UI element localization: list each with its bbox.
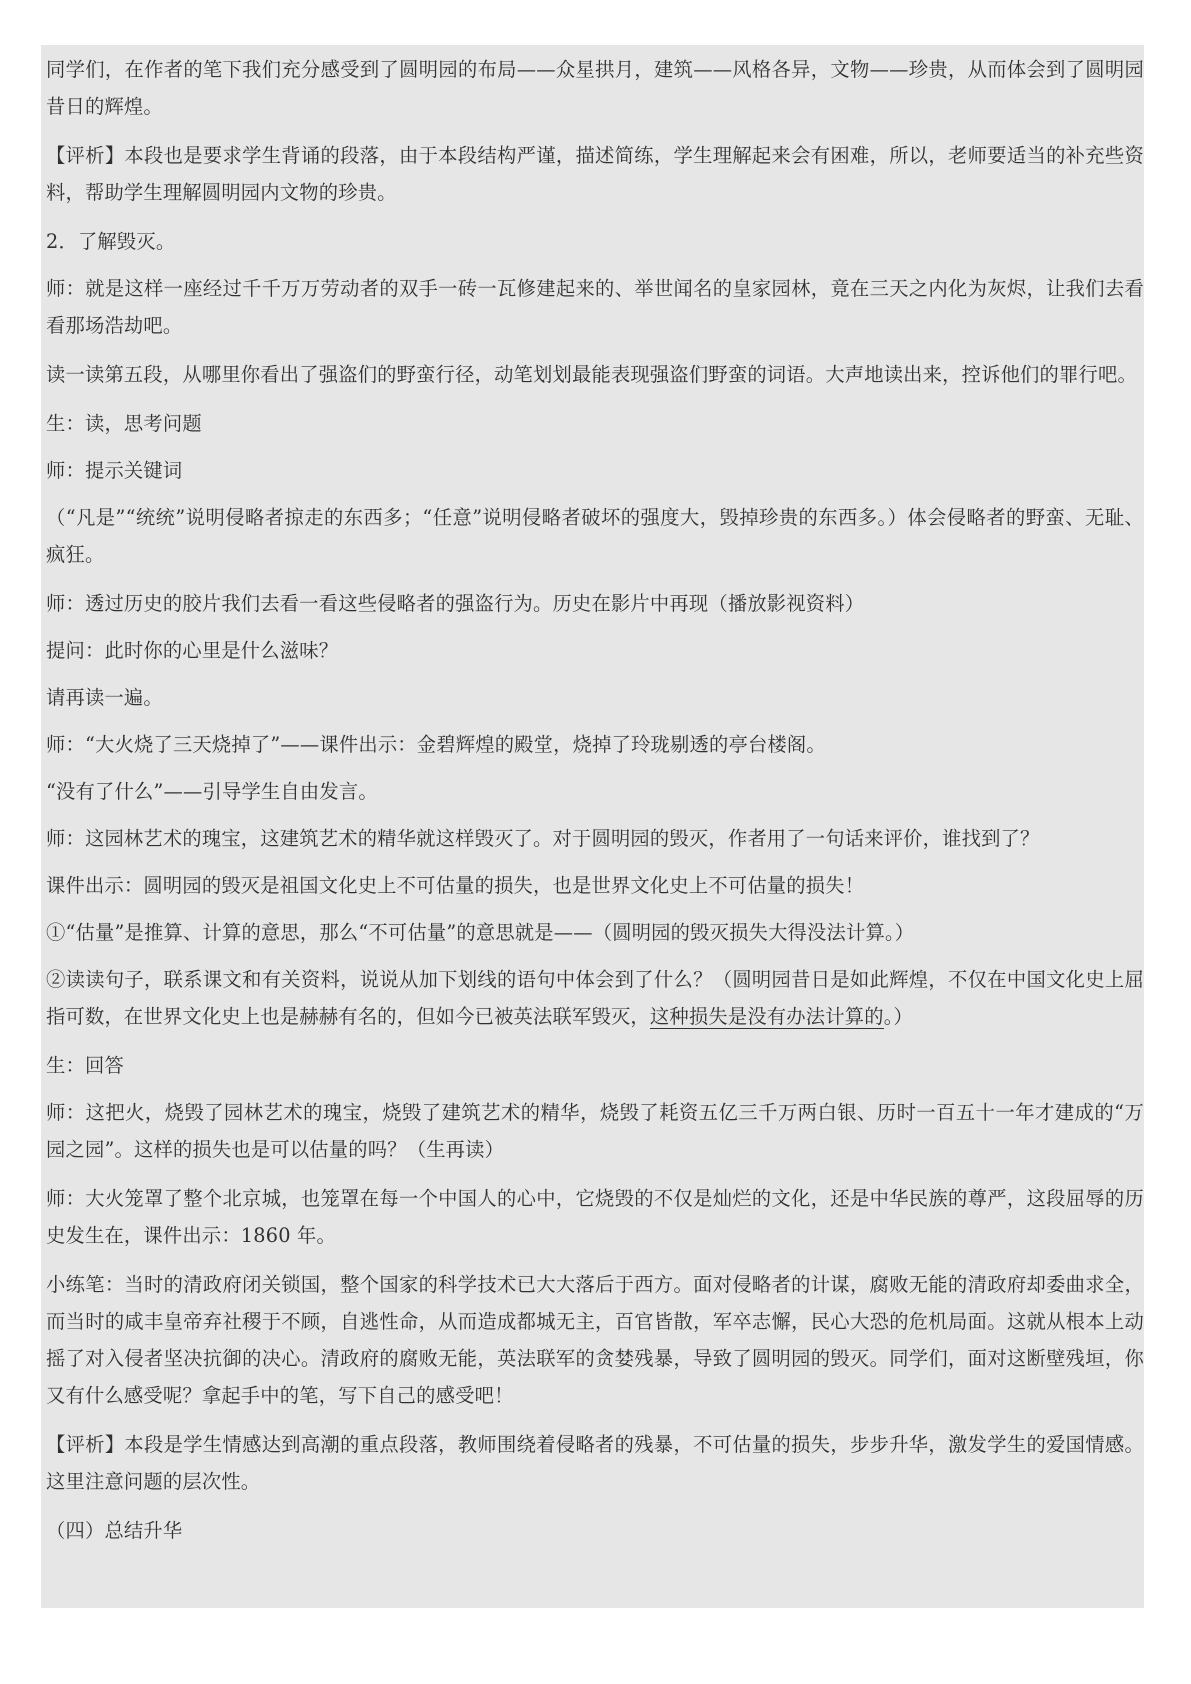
paragraph-teacher-1: 师：就是这样一座经过千千万万劳动者的双手一砖一瓦修建起来的、举世闻名的皇家园林，竟在三天之内化为灰烬，让我们去看看那场浩劫吧。: [46, 277, 1144, 337]
paragraph-reread: 请再读一遍。: [46, 686, 163, 709]
paragraph-writing-practice: 小练笔：当时的清政府闭关锁国，整个国家的科学技术已大大落后于西方。面对侵略者的计谋，腐败无能的清政府却委曲求全，而当时的咸丰皇帝弃社稷于不顾，自逃性命，从而造成都城无主，百官皆散，军卒志懈，民心大恐的危机局面。这就从根本上动摇了对入侵者坚决抗御的决心。清政府的腐败无能，英法联军的贪婪残暴，导致了圆明园的毁灭。同学们，面对这断壁残垣，你又有什么感受呢？拿起手中的笔，写下自己的感受吧！: [46, 1273, 1144, 1407]
document-page: [41, 45, 1144, 1608]
point-2-text: ②读读句子，联系课文和有关资料，说说从加下划线的语句中体会到了什么？（圆明园昔日是如此辉煌，不仅在中国文化史上屈指可数，在世界文化史上也是赫赫有名的，但如今已被英法联军毁灭，: [46, 968, 1144, 1028]
paragraph-keywords-note: （“凡是”“统统”说明侵略者掠走的东西多；“任意”说明侵略者破坏的强度大，毁掉珍贵的东西多。）体会侵略者的野蛮、无耻、疯狂。: [46, 506, 1144, 566]
underlined-sentence: 这种损失是没有办法计算的: [649, 1005, 884, 1028]
paragraph-reading-task: 读一读第五段，从哪里你看出了强盗们的野蛮行径，动笔划划最能表现强盗们野蛮的词语。大声地读出来，控诉他们的罪行吧。: [46, 363, 1137, 386]
paragraph-student-answer: 生：回答: [46, 1054, 124, 1077]
section-heading-4: （四）总结升华: [46, 1519, 183, 1542]
paragraph-point-1: ①“估量”是推算、计算的意思，那么“不可估量”的意思就是——（圆明园的毁灭损失大得没法计算。）: [46, 921, 915, 944]
paragraph-student-1: 生：读，思考问题: [46, 412, 202, 435]
paragraph-point-2: [46, 961, 1144, 1035]
section-heading-2: 2．了解毁灭。: [46, 230, 176, 253]
paragraph-teacher-fire: 师：“大火烧了三天烧掉了”——课件出示：金碧辉煌的殿堂，烧掉了玲珑剔透的亭台楼阁。: [46, 733, 826, 756]
paragraph-commentary-1: 【评析】本段也是要求学生背诵的段落，由于本段结构严谨，描述简练，学生理解起来会有困难，所以，老师要适当的补充些资料，帮助学生理解圆明园内文物的珍贵。: [46, 144, 1144, 204]
paragraph-teacher-keywords: 师：提示关键词: [46, 459, 183, 482]
paragraph-teacher-film: 师：透过历史的胶片我们去看一看这些侵略者的强盗行为。历史在影片中再现（播放影视资料）: [46, 592, 865, 615]
paragraph-teacher-history: 师：大火笼罩了整个北京城，也笼罩在每一个中国人的心中，它烧毁的不仅是灿烂的文化，还是中华民族的尊严，这段屈辱的历史发生在，课件出示：1860 年。: [46, 1187, 1144, 1247]
paragraph-teacher-loss: 师：这把火，烧毁了园林艺术的瑰宝，烧毁了建筑艺术的精华，烧毁了耗资五亿三千万两白银、历时一百五十一年才建成的“万园之园”。这样的损失也是可以估量的吗？（生再读）: [46, 1101, 1144, 1161]
paragraph-prompt-discussion: “没有了什么”——引导学生自由发言。: [46, 780, 378, 803]
paragraph-courseware-quote: 课件出示：圆明园的毁灭是祖国文化史上不可估量的损失，也是世界文化史上不可估量的损失！: [46, 874, 865, 897]
paragraph-teacher-question: 师：这园林艺术的瑰宝，这建筑艺术的精华就这样毁灭了。对于圆明园的毁灭，作者用了一句话来评价，谁找到了？: [46, 827, 1040, 850]
point-2-ending: 。）: [883, 1005, 914, 1028]
paragraph-question: 提问：此时你的心里是什么滋味？: [46, 639, 339, 662]
paragraph-commentary-2: 【评析】本段是学生情感达到高潮的重点段落，教师围绕着侵略者的残暴，不可估量的损失，步步升华，激发学生的爱国情感。这里注意问题的层次性。: [46, 1433, 1144, 1493]
paragraph-intro-summary: 同学们，在作者的笔下我们充分感受到了圆明园的布局——众星拱月，建筑——风格各异，文物——珍贵，从而体会到了圆明园昔日的辉煌。: [46, 58, 1144, 118]
